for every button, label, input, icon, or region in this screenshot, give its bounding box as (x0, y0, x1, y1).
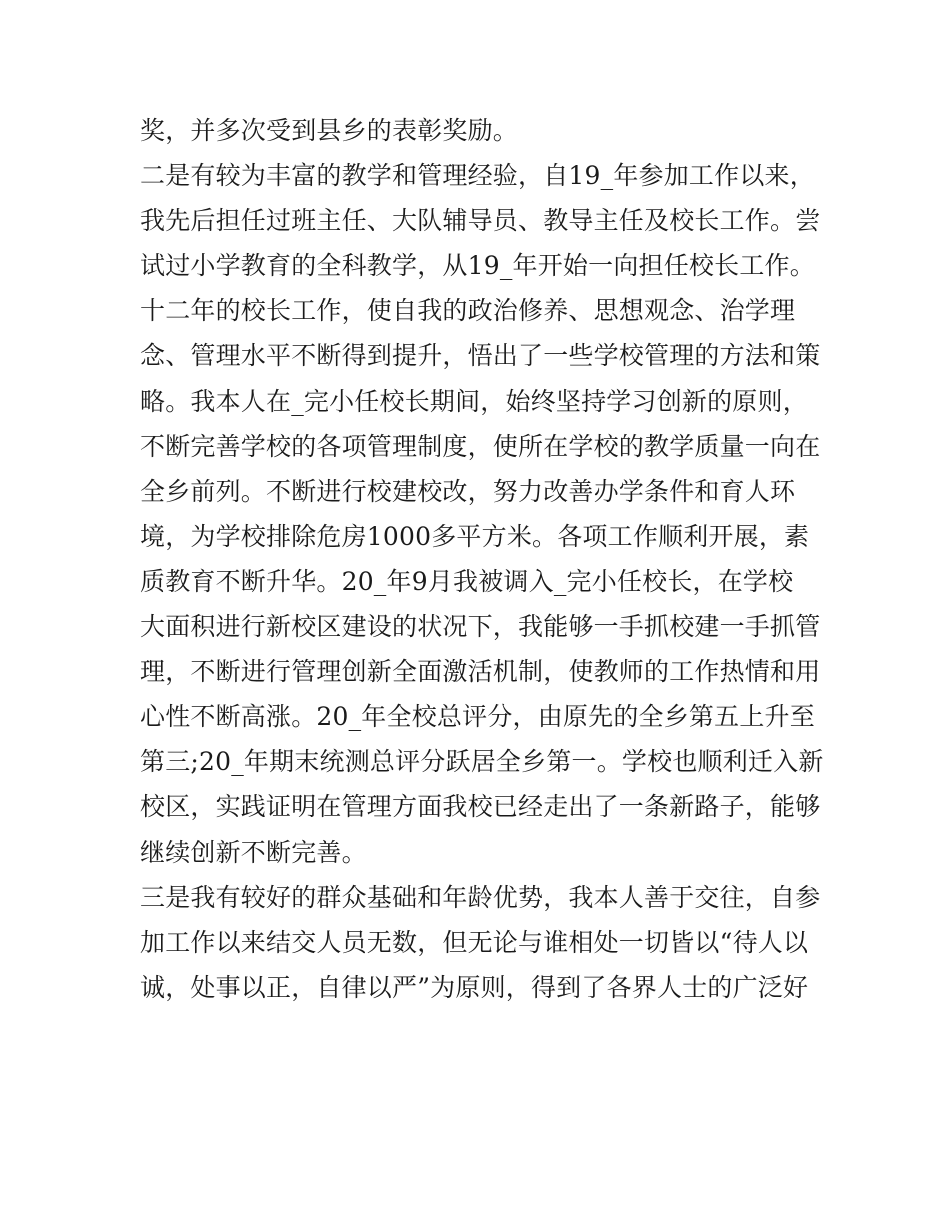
text-line: 质教育不断升华。20_年9月我被调入_完小任校长，在学校 (140, 566, 794, 596)
text-line: 校区，实践证明在管理方面我校已经走出了一条新路子，能够 (140, 792, 821, 822)
text-line: 继续创新不断完善。 (140, 837, 367, 867)
text-line: 诚，处事以正，自律以严”为原则，得到了各界人士的广泛好 (140, 972, 809, 1002)
text-line: 三是我有较好的群众基础和年龄优势，我本人善于交往，自参 (140, 882, 821, 912)
text-line: 理，不断进行管理创新全面激活机制，使教师的工作热情和用 (140, 657, 821, 687)
text-line: 大面积进行新校区建设的状况下，我能够一手抓校建一手抓管 (140, 612, 821, 642)
text-line: 试过小学教育的全科教学，从19_年开始一向担任校长工作。 (140, 251, 815, 281)
text-line: 全乡前列。不断进行校建校改，努力改善办学条件和育人环 (140, 476, 796, 506)
text-line: 我先后担任过班主任、大队辅导员、教导主任及校长工作。尝 (140, 206, 821, 236)
text-line: 境，为学校排除危房1000多平方米。各项工作顺利开展，素 (140, 521, 810, 551)
text-line: 心性不断高涨。20_年全校总评分，由原先的全乡第五上升至 (140, 702, 815, 732)
text-line: 十二年的校长工作，使自我的政治修养、思想观念、治学理 (140, 296, 796, 326)
text-line: 第三;20_年期末统测总评分跃居全乡第一。学校也顺利迁入新 (140, 747, 824, 777)
text-line: 加工作以来结交人员无数，但无论与谁相处一切皆以“待人以 (140, 927, 809, 957)
body-text (140, 108, 824, 1010)
text-line: 念、管理水平不断得到提升，悟出了一些学校管理的方法和策 (140, 341, 821, 371)
text-line: 不断完善学校的各项管理制度，使所在学校的教学质量一向在 (140, 431, 821, 461)
text-line: 奖，并多次受到县乡的表彰奖励。 (140, 116, 519, 145)
text-line: 略。我本人在_完小任校长期间，始终坚持学习创新的原则， (140, 386, 808, 416)
text-line: 二是有较为丰富的教学和管理经验，自19_年参加工作以来， (140, 161, 815, 191)
